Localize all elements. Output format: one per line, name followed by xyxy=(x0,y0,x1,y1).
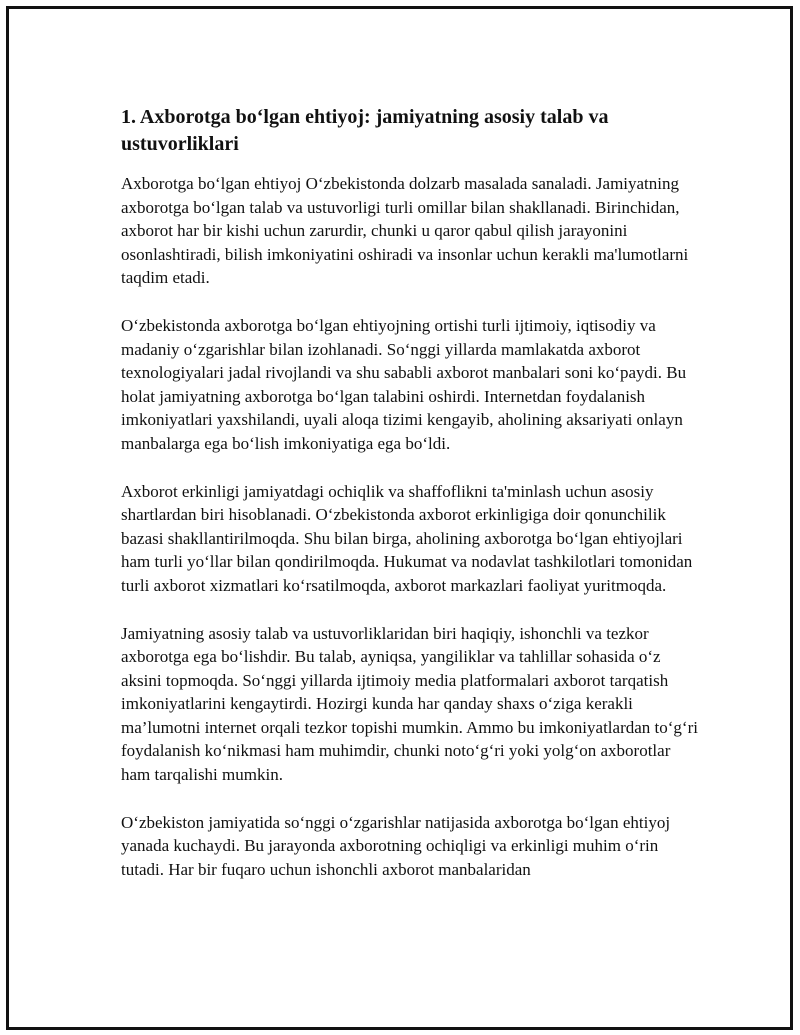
section-heading: 1. Axborotga bo‘lgan ehtiyoj: jamiyatning asosiy talab va ustuvorliklari xyxy=(121,106,609,155)
paragraph-4: Jamiyatning asosiy talab va ustuvorliklaridan biri haqiqiy, ishonchli va tezkor axborotga ega bo‘lishdir. Bu talab, ayniqsa, yangiliklar va tahlillar sohasida o‘z aksini topmoqda. So‘nggi yillarda ijtimoiy media platformalari axborot tarqatish imkoniyatlarini kengaytirdi. Hozirgi kunda har qanday shaxs o‘ziga kerakli ma’lumotni internet orqali tezkor topishi mumkin. Ammo bu imkoniyatlardan to‘g‘ri foydalanish ko‘nikmasi ham muhimdir, chunki noto‘g‘ri yoki yolg‘on axborotlar ham tarqalishi mumkin. xyxy=(121,623,698,785)
document-body xyxy=(121,104,699,905)
paragraph-2: O‘zbekistonda axborotga bo‘lgan ehtiyojning ortishi turli ijtimoiy, iqtisodiy va madaniy o‘zgarishlar bilan izohlanadi. So‘nggi yillarda mamlakatda axborot texnologiyalari jadal rivojlandi va shu sababli axborot manbalari soni ko‘paydi. Bu holat jamiyatning axborotga bo‘lgan talabini oshirdi. Internetdan foydalanish imkoniyatlari yaxshilandi, uyali aloqa tizimi kengayib, aholining aksariyati onlayn manbalarga ega bo‘lish imkoniyatiga ega bo‘ldi. xyxy=(121,315,687,453)
paragraph-3: Axborot erkinligi jamiyatdagi ochiqlik va shaffoflikni ta'minlash uchun asosiy shartlardan biri hisoblanadi. O‘zbekistonda axborot erkinligiga doir qonunchilik bazasi shakllantirilmoqda. Shu bilan birga, aholining axborotga bo‘lgan ehtiyojlari ham turli yo‘llar bilan qondirilmoqda. Hukumat va nodavlat tashkilotlari tomonidan turli axborot xizmatlari ko‘rsatilmoqda, axborot markazlari faoliyat yuritmoqda. xyxy=(121,481,693,595)
page-frame xyxy=(6,6,793,1030)
paragraph-1: Axborotga bo‘lgan ehtiyoj O‘zbekistonda dolzarb masalada sanaladi. Jamiyatning axborotga bo‘lgan talab va ustuvorligi turli omillar bilan shakllanadi. Birinchidan, axborot har bir kishi uchun zarurdir, chunki u qaror qabul qilish jarayonini osonlashtiradi, bilish imkoniyatini oshiradi va insonlar uchun kerakli ma'lumotlarni taqdim etadi. xyxy=(121,174,689,288)
paragraph-5: O‘zbekiston jamiyatida so‘nggi o‘zgarishlar natijasida axborotga bo‘lgan ehtiyoj yanada kuchaydi. Bu jarayonda axborotning ochiqligi va erkinligi muhim o‘rin tutadi. Har bir fuqaro uchun ishonchli axborot manbalaridan xyxy=(121,812,671,879)
